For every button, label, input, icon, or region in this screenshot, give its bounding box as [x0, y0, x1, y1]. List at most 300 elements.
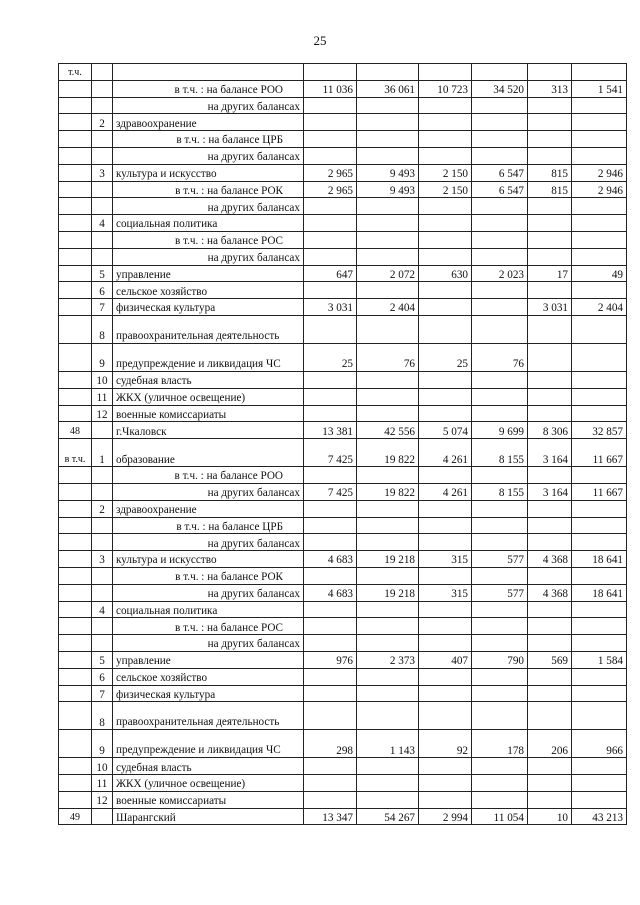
value-cell-2 — [357, 685, 419, 702]
district-number-cell — [59, 343, 92, 371]
value-cell-1: 647 — [304, 265, 357, 282]
value-cell-2 — [357, 388, 419, 405]
value-cell-6 — [572, 791, 627, 808]
value-cell-1 — [304, 791, 357, 808]
value-cell-2 — [357, 282, 419, 299]
table-row — [59, 567, 627, 584]
table-row — [59, 371, 627, 388]
district-number-cell — [59, 114, 92, 131]
value-cell-6 — [572, 248, 627, 265]
district-number-cell — [59, 371, 92, 388]
district-number-cell — [59, 685, 92, 702]
value-cell-2 — [357, 114, 419, 131]
value-cell-2 — [357, 315, 419, 343]
value-cell-6 — [572, 64, 627, 81]
value-cell-1: 7 425 — [304, 439, 357, 467]
value-cell-6 — [572, 500, 627, 517]
value-cell-4 — [472, 248, 528, 265]
value-cell-1: 2 965 — [304, 181, 357, 198]
item-number-cell: 3 — [92, 551, 113, 568]
table-row — [59, 147, 627, 164]
value-cell-1 — [304, 618, 357, 635]
value-cell-1 — [304, 405, 357, 422]
table-row — [59, 248, 627, 265]
table-row — [59, 702, 627, 730]
value-cell-2 — [357, 791, 419, 808]
value-cell-3: 315 — [419, 584, 472, 601]
item-label-cell: в т.ч. : на балансе ЦРБ — [113, 517, 304, 534]
value-cell-4 — [472, 371, 528, 388]
value-cell-3 — [419, 635, 472, 652]
value-cell-6 — [572, 517, 627, 534]
value-cell-4 — [472, 567, 528, 584]
item-number-cell: 12 — [92, 791, 113, 808]
value-cell-1 — [304, 517, 357, 534]
value-cell-4: 76 — [472, 343, 528, 371]
value-cell-6 — [572, 758, 627, 775]
value-cell-5 — [528, 315, 572, 343]
value-cell-5: 569 — [528, 651, 572, 668]
item-label-cell: правоохранительная деятельность — [113, 702, 304, 730]
item-label-cell: в т.ч. : на балансе РОО — [113, 467, 304, 484]
value-cell-3 — [419, 248, 472, 265]
district-number-cell — [59, 534, 92, 551]
item-label-cell: управление — [113, 651, 304, 668]
item-number-cell — [92, 618, 113, 635]
item-number-cell — [92, 483, 113, 500]
item-number-cell: 12 — [92, 405, 113, 422]
value-cell-5: 815 — [528, 164, 572, 181]
value-cell-2 — [357, 64, 419, 81]
value-cell-3 — [419, 114, 472, 131]
table-row — [59, 635, 627, 652]
table-row — [59, 181, 627, 198]
item-label-cell: физическая культура — [113, 685, 304, 702]
value-cell-6: 43 213 — [572, 808, 627, 825]
table-row — [59, 299, 627, 316]
value-cell-2 — [357, 147, 419, 164]
value-cell-6 — [572, 388, 627, 405]
value-cell-2: 76 — [357, 343, 419, 371]
value-cell-6: 11 667 — [572, 483, 627, 500]
item-number-cell — [92, 808, 113, 825]
value-cell-4 — [472, 64, 528, 81]
district-number-cell — [59, 775, 92, 792]
value-cell-5 — [528, 567, 572, 584]
value-cell-6: 18 641 — [572, 584, 627, 601]
item-label-cell: ЖКХ (уличное освещение) — [113, 775, 304, 792]
value-cell-5 — [528, 97, 572, 114]
value-cell-1 — [304, 198, 357, 215]
value-cell-3: 2 150 — [419, 181, 472, 198]
value-cell-1: 2 965 — [304, 164, 357, 181]
item-label-cell: на других балансах — [113, 635, 304, 652]
value-cell-3 — [419, 467, 472, 484]
value-cell-3: 315 — [419, 551, 472, 568]
value-cell-3 — [419, 131, 472, 148]
value-cell-4: 6 547 — [472, 181, 528, 198]
value-cell-3 — [419, 702, 472, 730]
table-row — [59, 164, 627, 181]
value-cell-2: 54 267 — [357, 808, 419, 825]
table-row — [59, 758, 627, 775]
item-number-cell — [92, 534, 113, 551]
district-number-cell — [59, 584, 92, 601]
value-cell-3 — [419, 231, 472, 248]
value-cell-6 — [572, 198, 627, 215]
value-cell-2 — [357, 131, 419, 148]
value-cell-5: 3 031 — [528, 299, 572, 316]
table-row — [59, 439, 627, 467]
district-number-cell — [59, 231, 92, 248]
value-cell-6: 2 404 — [572, 299, 627, 316]
value-cell-2 — [357, 97, 419, 114]
value-cell-4 — [472, 131, 528, 148]
district-number-cell: в т.ч. — [59, 439, 92, 467]
value-cell-2: 9 493 — [357, 164, 419, 181]
item-label-cell: в т.ч. : на балансе РОО — [113, 80, 304, 97]
value-cell-2: 1 143 — [357, 730, 419, 758]
value-cell-6: 1 541 — [572, 80, 627, 97]
value-cell-5 — [528, 775, 572, 792]
table-row — [59, 131, 627, 148]
value-cell-3 — [419, 315, 472, 343]
value-cell-5 — [528, 791, 572, 808]
value-cell-4 — [472, 97, 528, 114]
value-cell-2: 36 061 — [357, 80, 419, 97]
value-cell-5 — [528, 131, 572, 148]
value-cell-2: 19 218 — [357, 584, 419, 601]
item-label-cell — [113, 64, 304, 81]
table-row — [59, 685, 627, 702]
value-cell-6 — [572, 567, 627, 584]
district-number-cell — [59, 198, 92, 215]
item-label-cell: образование — [113, 439, 304, 467]
item-label-cell: на других балансах — [113, 584, 304, 601]
value-cell-3 — [419, 500, 472, 517]
district-number-cell — [59, 97, 92, 114]
district-number-cell — [59, 405, 92, 422]
value-cell-3: 25 — [419, 343, 472, 371]
item-number-cell: 8 — [92, 315, 113, 343]
value-cell-5 — [528, 64, 572, 81]
item-label-cell: здравоохранение — [113, 114, 304, 131]
item-number-cell — [92, 198, 113, 215]
table-row — [59, 730, 627, 758]
item-number-cell: 4 — [92, 601, 113, 618]
value-cell-6 — [572, 114, 627, 131]
value-cell-4 — [472, 198, 528, 215]
value-cell-4: 790 — [472, 651, 528, 668]
table-row — [59, 618, 627, 635]
value-cell-2 — [357, 215, 419, 232]
value-cell-6: 32 857 — [572, 422, 627, 439]
value-cell-4 — [472, 635, 528, 652]
table-row — [59, 343, 627, 371]
value-cell-3 — [419, 668, 472, 685]
value-cell-3 — [419, 371, 472, 388]
value-cell-3: 10 723 — [419, 80, 472, 97]
value-cell-5: 4 368 — [528, 584, 572, 601]
value-cell-5 — [528, 371, 572, 388]
item-label-cell: физическая культура — [113, 299, 304, 316]
value-cell-2 — [357, 534, 419, 551]
value-cell-3: 2 150 — [419, 164, 472, 181]
value-cell-6 — [572, 467, 627, 484]
district-number-cell — [59, 635, 92, 652]
district-number-cell — [59, 517, 92, 534]
item-number-cell — [92, 584, 113, 601]
district-number-cell — [59, 131, 92, 148]
value-cell-4 — [472, 147, 528, 164]
value-cell-5: 815 — [528, 181, 572, 198]
district-number-cell — [59, 702, 92, 730]
value-cell-2: 42 556 — [357, 422, 419, 439]
district-number-cell — [59, 282, 92, 299]
table-row — [59, 80, 627, 97]
item-label-cell: правоохранительная деятельность — [113, 315, 304, 343]
value-cell-5: 8 306 — [528, 422, 572, 439]
item-label-cell: г.Чкаловск — [113, 422, 304, 439]
value-cell-6 — [572, 97, 627, 114]
value-cell-1 — [304, 388, 357, 405]
district-number-cell — [59, 567, 92, 584]
item-label-cell: культура и искусство — [113, 164, 304, 181]
table-row — [59, 551, 627, 568]
value-cell-4 — [472, 758, 528, 775]
value-cell-1: 3 031 — [304, 299, 357, 316]
value-cell-5 — [528, 467, 572, 484]
value-cell-2 — [357, 405, 419, 422]
item-number-cell: 5 — [92, 651, 113, 668]
value-cell-4: 577 — [472, 584, 528, 601]
district-number-cell — [59, 265, 92, 282]
district-number-cell — [59, 299, 92, 316]
value-cell-5 — [528, 702, 572, 730]
value-cell-4 — [472, 282, 528, 299]
value-cell-2 — [357, 775, 419, 792]
value-cell-5 — [528, 668, 572, 685]
value-cell-4: 11 054 — [472, 808, 528, 825]
value-cell-4 — [472, 114, 528, 131]
value-cell-1 — [304, 231, 357, 248]
page-number: 25 — [313, 33, 327, 48]
value-cell-5 — [528, 500, 572, 517]
table-row — [59, 517, 627, 534]
value-cell-6 — [572, 635, 627, 652]
value-cell-6 — [572, 343, 627, 371]
district-number-cell — [59, 215, 92, 232]
value-cell-1 — [304, 147, 357, 164]
item-label-cell: в т.ч. : на балансе РОК — [113, 181, 304, 198]
item-number-cell — [92, 131, 113, 148]
item-number-cell: 8 — [92, 702, 113, 730]
item-number-cell: 6 — [92, 282, 113, 299]
value-cell-3 — [419, 299, 472, 316]
value-cell-2 — [357, 758, 419, 775]
district-number-cell — [59, 651, 92, 668]
item-number-cell — [92, 64, 113, 81]
item-number-cell: 4 — [92, 215, 113, 232]
value-cell-5 — [528, 248, 572, 265]
value-cell-2 — [357, 635, 419, 652]
value-cell-6: 966 — [572, 730, 627, 758]
item-number-cell: 1 — [92, 439, 113, 467]
value-cell-5 — [528, 231, 572, 248]
value-cell-3: 92 — [419, 730, 472, 758]
item-number-cell: 9 — [92, 343, 113, 371]
district-number-cell — [59, 483, 92, 500]
item-number-cell: 10 — [92, 371, 113, 388]
value-cell-6 — [572, 668, 627, 685]
value-cell-3 — [419, 534, 472, 551]
item-number-cell — [92, 80, 113, 97]
item-number-cell — [92, 517, 113, 534]
item-number-cell — [92, 97, 113, 114]
value-cell-6: 1 584 — [572, 651, 627, 668]
value-cell-6 — [572, 231, 627, 248]
item-number-cell — [92, 147, 113, 164]
item-number-cell: 7 — [92, 685, 113, 702]
value-cell-1 — [304, 97, 357, 114]
value-cell-4 — [472, 534, 528, 551]
value-cell-2: 19 822 — [357, 439, 419, 467]
table-row — [59, 265, 627, 282]
value-cell-3: 407 — [419, 651, 472, 668]
value-cell-5 — [528, 685, 572, 702]
table-row — [59, 534, 627, 551]
value-cell-6 — [572, 371, 627, 388]
value-cell-4 — [472, 231, 528, 248]
district-number-cell — [59, 791, 92, 808]
value-cell-1 — [304, 64, 357, 81]
value-cell-3 — [419, 618, 472, 635]
value-cell-4 — [472, 405, 528, 422]
value-cell-1: 13 381 — [304, 422, 357, 439]
value-cell-3 — [419, 282, 472, 299]
district-number-cell — [59, 147, 92, 164]
district-number-cell — [59, 181, 92, 198]
item-label-cell: на других балансах — [113, 97, 304, 114]
table-row — [59, 808, 627, 825]
value-cell-4: 577 — [472, 551, 528, 568]
item-number-cell — [92, 635, 113, 652]
value-cell-6 — [572, 618, 627, 635]
value-cell-6 — [572, 131, 627, 148]
item-number-cell: 11 — [92, 775, 113, 792]
item-label-cell: на других балансах — [113, 147, 304, 164]
value-cell-3 — [419, 147, 472, 164]
value-cell-1 — [304, 601, 357, 618]
value-cell-5: 313 — [528, 80, 572, 97]
value-cell-6: 11 667 — [572, 439, 627, 467]
value-cell-2: 19 218 — [357, 551, 419, 568]
value-cell-2 — [357, 601, 419, 618]
value-cell-1: 13 347 — [304, 808, 357, 825]
district-number-cell — [59, 618, 92, 635]
value-cell-3: 2 994 — [419, 808, 472, 825]
value-cell-6 — [572, 775, 627, 792]
district-number-cell — [59, 730, 92, 758]
value-cell-5: 10 — [528, 808, 572, 825]
table-row — [59, 97, 627, 114]
district-number-cell — [59, 500, 92, 517]
value-cell-2 — [357, 500, 419, 517]
value-cell-4 — [472, 685, 528, 702]
value-cell-3 — [419, 388, 472, 405]
district-number-cell: 48 — [59, 422, 92, 439]
table-row — [59, 668, 627, 685]
value-cell-1 — [304, 534, 357, 551]
value-cell-2 — [357, 702, 419, 730]
value-cell-4 — [472, 500, 528, 517]
value-cell-2 — [357, 231, 419, 248]
value-cell-2: 2 404 — [357, 299, 419, 316]
item-number-cell — [92, 567, 113, 584]
district-number-cell — [59, 164, 92, 181]
value-cell-1: 7 425 — [304, 483, 357, 500]
district-number-cell — [59, 388, 92, 405]
value-cell-1: 11 036 — [304, 80, 357, 97]
item-label-cell: в т.ч. : на балансе ЦРБ — [113, 131, 304, 148]
value-cell-4: 34 520 — [472, 80, 528, 97]
table-body — [59, 64, 627, 825]
value-cell-3 — [419, 517, 472, 534]
item-label-cell: здравоохранение — [113, 500, 304, 517]
item-label-cell: социальная политика — [113, 215, 304, 232]
value-cell-2 — [357, 371, 419, 388]
item-number-cell: 11 — [92, 388, 113, 405]
table-row — [59, 405, 627, 422]
item-label-cell: социальная политика — [113, 601, 304, 618]
value-cell-6 — [572, 405, 627, 422]
value-cell-2 — [357, 248, 419, 265]
value-cell-4: 178 — [472, 730, 528, 758]
district-number-cell — [59, 758, 92, 775]
table-row — [59, 584, 627, 601]
value-cell-6 — [572, 601, 627, 618]
district-number-cell — [59, 601, 92, 618]
value-cell-4: 6 547 — [472, 164, 528, 181]
district-number-cell — [59, 315, 92, 343]
table-row — [59, 467, 627, 484]
value-cell-6 — [572, 315, 627, 343]
item-label-cell: сельское хозяйство — [113, 668, 304, 685]
value-cell-6: 2 946 — [572, 164, 627, 181]
value-cell-6 — [572, 685, 627, 702]
item-number-cell — [92, 231, 113, 248]
value-cell-6 — [572, 215, 627, 232]
value-cell-4 — [472, 775, 528, 792]
item-label-cell: военные комиссариаты — [113, 405, 304, 422]
value-cell-3: 4 261 — [419, 439, 472, 467]
value-cell-5 — [528, 215, 572, 232]
value-cell-1: 298 — [304, 730, 357, 758]
district-number-cell — [59, 248, 92, 265]
district-number-cell — [59, 467, 92, 484]
value-cell-1 — [304, 315, 357, 343]
value-cell-1: 25 — [304, 343, 357, 371]
table-row — [59, 64, 627, 81]
value-cell-2 — [357, 618, 419, 635]
value-cell-3 — [419, 215, 472, 232]
item-number-cell: 6 — [92, 668, 113, 685]
value-cell-4: 2 023 — [472, 265, 528, 282]
item-number-cell: 3 — [92, 164, 113, 181]
value-cell-3: 5 074 — [419, 422, 472, 439]
value-cell-4: 8 155 — [472, 439, 528, 467]
item-label-cell: ЖКХ (уличное освещение) — [113, 388, 304, 405]
